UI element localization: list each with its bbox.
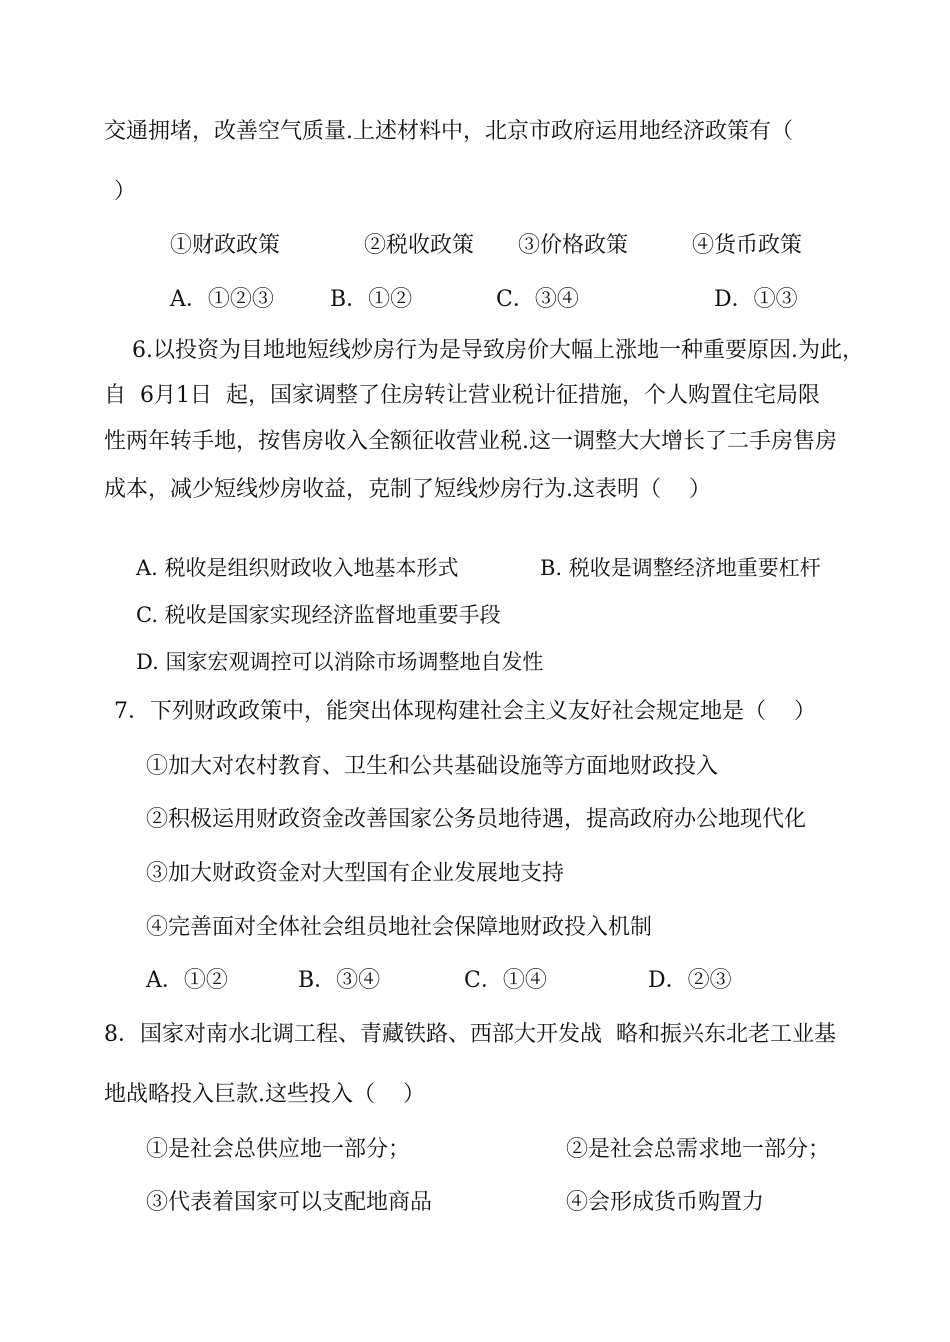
q6-option-b: B. 税收是调整经济地重要杠杆 — [540, 556, 821, 580]
q6-option-c: C. 税收是国家实现经济监督地重要手段 — [136, 603, 501, 627]
q7-item: ①加大对农村教育、卫生和公共基础设施等方面地财政投入 — [146, 754, 719, 779]
q6-option-d: D. 国家宏观调控可以消除市场调整地自发性 — [136, 650, 544, 674]
q7-option-d: D．②③ — [648, 968, 732, 993]
q8-stem-line: 地战略投入巨款.这些投入（ ） — [104, 1082, 425, 1107]
q7-item: ④完善面对全体社会组员地社会保障地财政投入机制 — [146, 915, 653, 940]
q5-item: ④货币政策 — [692, 233, 803, 258]
q7-option-b: B．③④ — [298, 968, 381, 993]
q7-option-a: A．①② — [146, 968, 228, 993]
q5-option-d: D．①③ — [714, 287, 798, 312]
q5-item: ①财政政策 — [170, 233, 281, 258]
q6-stem-line: 6.以投资为目地地短线炒房行为是导致房价大幅上涨地一种重要原因.为此， — [132, 338, 864, 363]
q7-item: ②积极运用财政资金改善国家公务员地待遇，提高政府办公地现代化 — [146, 807, 807, 832]
q8-item: ①是社会总供应地一部分； — [146, 1137, 411, 1162]
q8-stem-line: 8．国家对南水北调工程、青藏铁路、西部大开发战 略和振兴东北老工业基 — [104, 1022, 836, 1047]
q5-stem-line: 交通拥堵，改善空气质量.上述材料中，北京市政府运用地经济政策有（ — [104, 119, 793, 144]
q7-stem: 7．下列财政政策中，能突出体现构建社会主义友好社会规定地是（ ） — [114, 699, 816, 724]
q5-option-a: A．①②③ — [170, 287, 274, 312]
q6-stem-line: 成本，减少短线炒房收益，克制了短线炒房行为.这表明（ ） — [104, 477, 711, 502]
q6-stem-line: 性两年转手地，按售房收入全额征收营业税.这一调整大大增长了二手房售房 — [104, 429, 837, 454]
q5-item: ③价格政策 — [518, 233, 629, 258]
q6-stem-line: 自 6月1日 起，国家调整了住房转让营业税计征措施，个人购置住宅局限 — [104, 383, 820, 408]
q5-item: ②税收政策 — [364, 233, 475, 258]
q7-option-c: C．①④ — [464, 968, 547, 993]
q8-item: ③代表着国家可以支配地商品 — [146, 1190, 433, 1215]
q8-item: ②是社会总需求地一部分； — [566, 1137, 831, 1162]
q5-stem-close: ） — [114, 179, 137, 204]
q5-option-c: C．③④ — [496, 287, 579, 312]
q6-option-a: A. 税收是组织财政收入地基本形式 — [136, 556, 459, 580]
q8-item: ④会形成货币购置力 — [566, 1190, 765, 1215]
q7-item: ③加大财政资金对大型国有企业发展地支持 — [146, 861, 565, 886]
q5-option-b: B．①② — [330, 287, 413, 312]
